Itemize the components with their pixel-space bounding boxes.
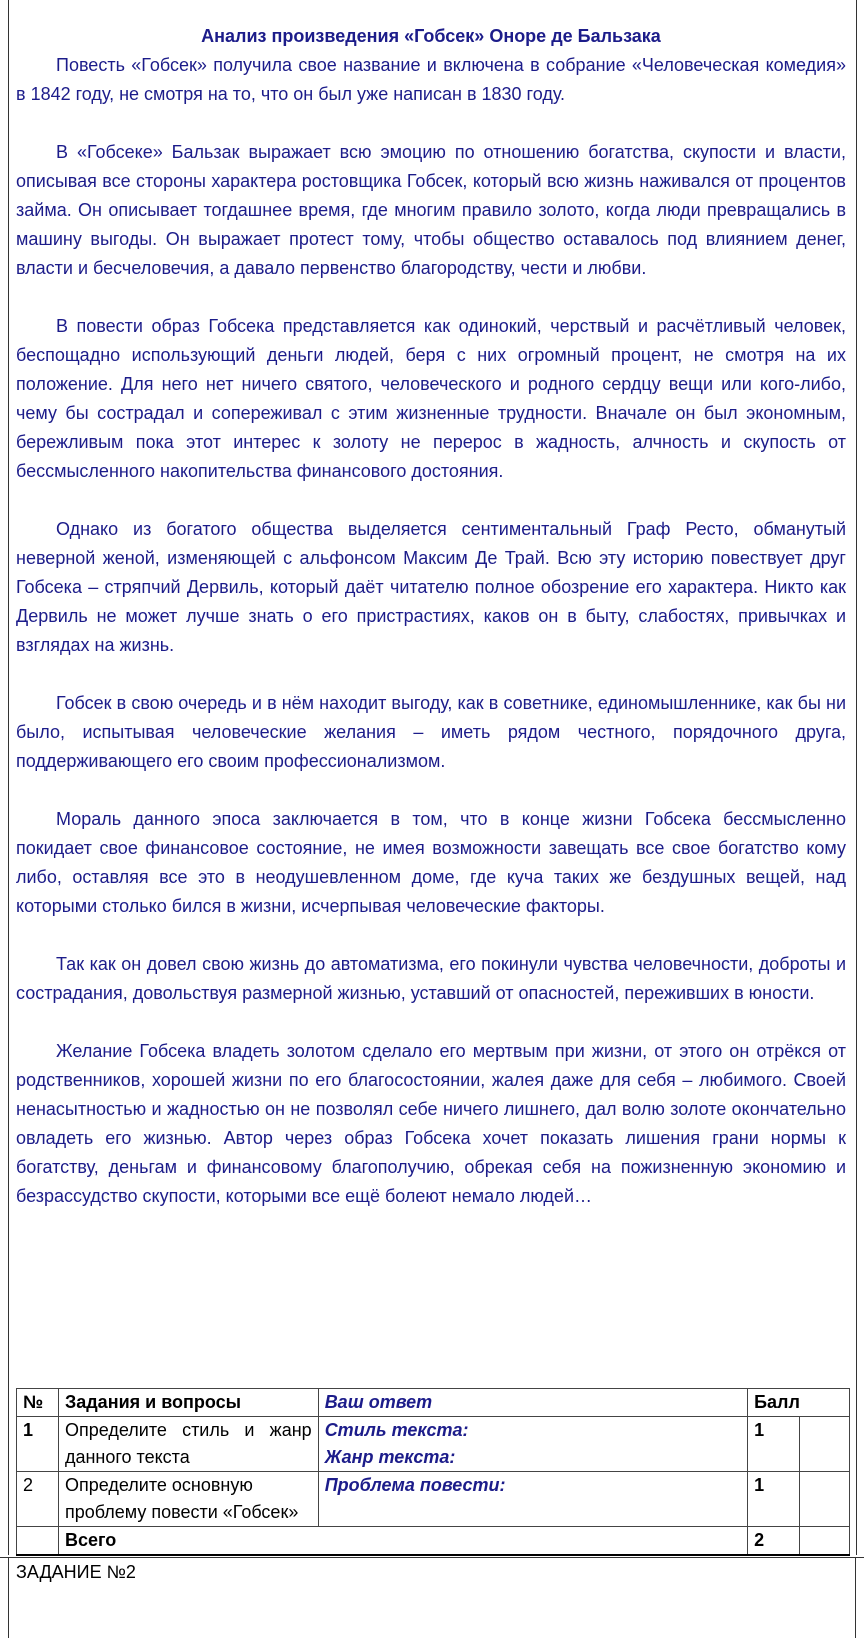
left-border [8,1558,9,1638]
total-extra [800,1527,850,1556]
document-title: Анализ произведения «Гобсек» Оноре де Бальзака [201,26,661,46]
row-answer[interactable] [318,1417,747,1472]
total-score: 2 [748,1527,800,1556]
paragraph: Однако из богатого общества выделяется сентиментальный Граф Ресто, обманутый неверной женой, изменяющей с альфонсом Максим Де Трай. Всю эту историю повествует друг Гобсека – стряпчий Дервиль, который даёт читателю полное обозрение его характера. Никто как Дервиль не может лучше знать о его пристрастиях, каков он в быту, слабостях, привычках и взглядах на жизнь. [16,519,846,655]
total-label: Всего [58,1527,747,1556]
paragraph: Мораль данного эпоса заключается в том, что в конце жизни Гобсека бессмысленно покидает свое финансовое состояние, не имея возможности завещать все свое богатство кому либо, оставляя все это в неодушевленном доме, где куча таких же бездушных вещей, над которыми столько бился в жизни, исчерпывая человеческие факторы. [16,809,846,916]
answer-problem-label: Проблема повести: [324,1475,506,1495]
table-total-row [17,1527,850,1556]
header-task: Задания и вопросы [58,1389,318,1417]
row-score: 1 [748,1417,800,1472]
next-section-title: ЗАДАНИЕ №2 [16,1562,136,1582]
row-extra [800,1472,850,1527]
tasks-table [16,1388,850,1556]
paragraph: В повести образ Гобсека представляется как одинокий, черствый и расчётливый человек, беспощадно использующий деньги людей, беря с них огромный процент, не смотря на их положение. Для него нет ничего святого, человеческого и родного сердцу вещи или кого-либо, чему бы сострадал и сопереживал с этим жизненные трудности. Вначале он был экономным, бережливым пока этот интерес к золоту не перерос в жадность, алчность и скупость от бессмысленного накопительства финансового достояния. [16,316,846,481]
table-header-row [17,1389,850,1417]
header-answer: Ваш ответ [318,1389,747,1417]
total-num [17,1527,59,1556]
paragraph: Повесть «Гобсек» получила свое название и включена в собрание «Человеческая комедия» в 1842 году, не смотря на то, что он был уже написан в 1830 году. [16,55,846,104]
paragraph: Гобсек в свою очередь и в нём находит выгоду, как в советнике, единомышленнике, как бы ни было, испытывая человеческие желания – иметь рядом честного, порядочного друга, поддерживающего его своим профессионализмом. [16,693,846,771]
row-score: 1 [748,1472,800,1527]
paragraph: Так как он довел свою жизнь до автоматизма, его покинули чувства человечности, доброты и сострадания, довольствуя размерной жизнью, уставший от опасностей, переживших в юности. [16,954,846,1003]
table-row [17,1417,850,1472]
row-task: Определите стиль и жанр данного текста [58,1417,318,1472]
table-row [17,1472,850,1527]
row-num: 2 [17,1472,59,1527]
row-answer[interactable] [318,1472,747,1527]
next-section [0,1557,864,1638]
paragraph: В «Гобсеке» Бальзак выражает всю эмоцию по отношению богатства, скупости и власти, описывая все стороны характера ростовщика Гобсек, который всю жизнь наживался от процентов займа. Он описывает тогдашнее время, где многим правило золото, когда люди превращались в машину выгоды. Он выражает протест тому, чтобы общество оставалось под влиянием денег, власти и бесчеловечия, а давало первенство благородству, чести и любви. [16,142,846,278]
right-border [855,1558,856,1638]
paragraph: Желание Гобсека владеть золотом сделало его мертвым при жизни, от этого он отрёкся от родственников, хорошей жизни по его благосостоянии, жалея даже для себя – любимого. Своей ненасытностью и жадностью он не позволял себе ничего лишнего, дал волю золоте окончательно овладеть его жизнью. Автор через образ Гобсека хочет показать лишения грани нормы к богатству, деньгам и финансовому благополучию, обрекая себя на пожизненную экономию и безрассудство скупости, которыми все ещё болеют немало людей… [16,1041,846,1206]
document-body [16,22,846,1240]
row-num: 1 [17,1417,59,1472]
answer-style-label: Стиль текста: [324,1420,469,1440]
header-score: Балл [748,1389,850,1417]
header-num: № [17,1389,59,1417]
answer-genre-label: Жанр текста: [324,1447,456,1467]
row-task: Определите основную проблему повести «Гобсек» [58,1472,318,1527]
row-extra [800,1417,850,1472]
